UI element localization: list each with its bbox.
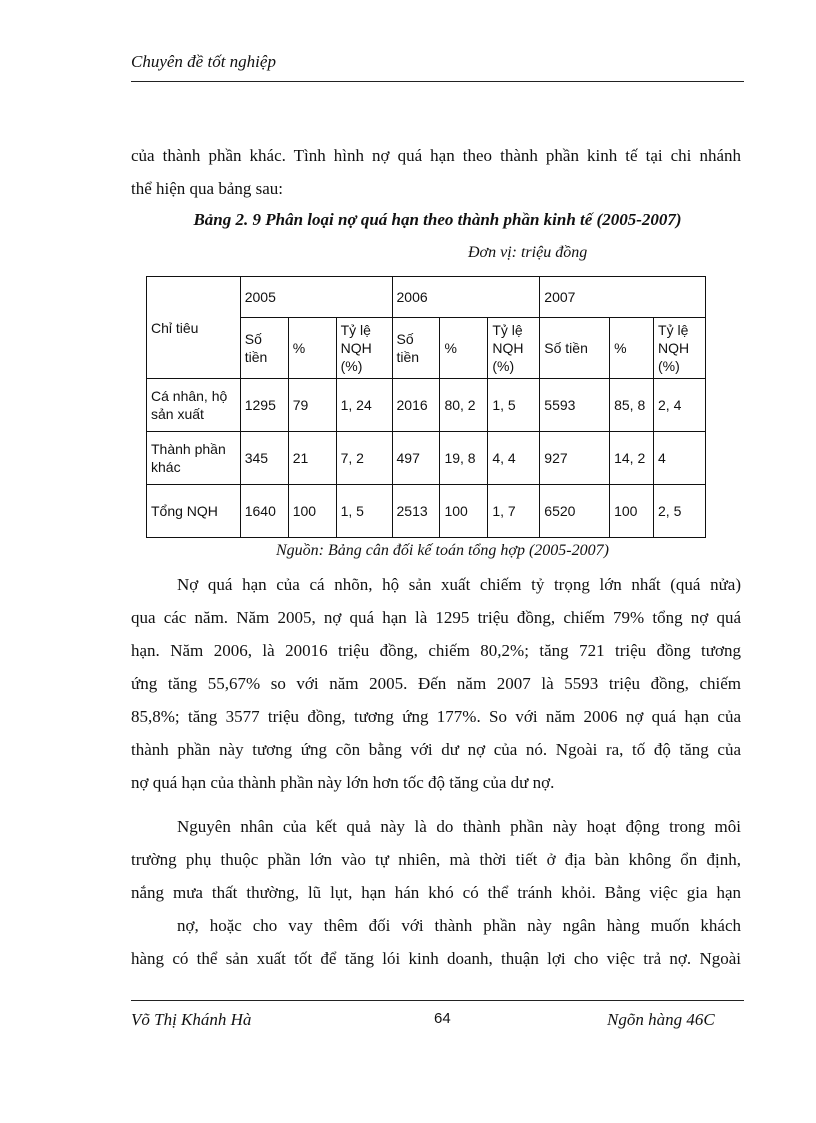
table-cell: 1, 7 xyxy=(488,485,540,538)
table-cell: 4, 4 xyxy=(488,432,540,485)
subheader-cell: Tỷ lệ NQH (%) xyxy=(336,318,392,379)
table-cell: 1, 5 xyxy=(488,379,540,432)
table-cell: 1640 xyxy=(240,485,288,538)
table-cell: 5593 xyxy=(540,379,610,432)
paragraph-cause xyxy=(131,810,741,975)
subheader-cell: Số tiền xyxy=(392,318,440,379)
table-unit: Đơn vị: triệu đồng xyxy=(468,244,588,261)
subheader-cell: Tỷ lệ NQH (%) xyxy=(488,318,540,379)
table-cell: 1, 24 xyxy=(336,379,392,432)
row-label-cell: Tổng NQH xyxy=(147,485,241,538)
row-label-cell: Thành phần khác xyxy=(147,432,241,485)
table-cell: 7, 2 xyxy=(336,432,392,485)
table-cell: 100 xyxy=(440,485,488,538)
table-header-row xyxy=(147,277,706,318)
table-cell: 497 xyxy=(392,432,440,485)
table-cell: 85, 8 xyxy=(610,379,654,432)
text-line: Nợ quá hạn của cá nhõn, hộ sản xuất chiếm tỷ trọng lớn nhất (quá nửa) xyxy=(177,575,741,594)
text-line: của thành phần khác. Tình hình nợ quá hạn theo thành phần kinh tế tại chi nhánh xyxy=(131,146,741,165)
table-row xyxy=(147,485,706,538)
text-line: nắng mưa thất thường, lũ lụt, hạn hán khó có thể tránh khỏi. Bằng việc gia hạn xyxy=(131,883,741,902)
text-line: thành phần này tương ứng cõn bằng với dư nợ của nó. Ngoài ra, tố độ tăng của xyxy=(131,740,741,759)
footer-rule xyxy=(131,1000,744,1001)
subheader-cell: % xyxy=(288,318,336,379)
year-header-cell: 2006 xyxy=(392,277,540,318)
table-cell: 2513 xyxy=(392,485,440,538)
subheader-cell: % xyxy=(440,318,488,379)
table-cell: 2016 xyxy=(392,379,440,432)
text-line: 85,8%; tăng 3577 triệu đồng, tương ứng 177%. So với năm 2006 nợ quá hạn của xyxy=(131,707,741,726)
table-cell: 21 xyxy=(288,432,336,485)
page-header-title: Chuyên đề tốt nghiệp xyxy=(131,52,276,71)
header-rule xyxy=(131,81,744,82)
year-header-cell: 2007 xyxy=(540,277,706,318)
table-cell: 100 xyxy=(610,485,654,538)
table-row xyxy=(147,432,706,485)
table-caption: Bảng 2. 9 Phân loại nợ quá hạn theo thành phần kinh tế (2005-2007) xyxy=(193,210,682,229)
subheader-cell: % xyxy=(610,318,654,379)
text-line: thể hiện qua bảng sau: xyxy=(131,179,284,198)
text-line: hàng có thể sản xuất tốt để tăng lói kinh doanh, thuận lợi cho việc trả nợ. Ngoài xyxy=(131,949,741,968)
text-line: hạn. Năm 2006, là 20016 triệu đồng, chiếm 80,2%; tăng 721 triệu đồng tương xyxy=(131,641,741,660)
year-header-cell: 2005 xyxy=(240,277,392,318)
table-row xyxy=(147,379,706,432)
table-cell: 4 xyxy=(654,432,706,485)
table-cell: 927 xyxy=(540,432,610,485)
intro-paragraph xyxy=(131,139,741,205)
subheader-cell: Số tiền xyxy=(540,318,610,379)
overdue-debt-table xyxy=(146,276,706,538)
text-line: nợ, hoặc cho vay thêm đối với thành phần này ngân hàng muốn khách xyxy=(177,916,741,935)
table-cell: 1, 5 xyxy=(336,485,392,538)
row-header-cell: Chỉ tiêu xyxy=(147,277,241,379)
footer-author: Võ Thị Khánh Hà xyxy=(131,1010,252,1029)
text-line: nợ quá hạn của thành phần này lớn hơn tốc độ tăng của dư nợ. xyxy=(131,773,555,792)
text-line: qua các năm. Năm 2005, nợ quá hạn là 1295 triệu đồng, chiếm 79% tổng nợ quá xyxy=(131,608,741,627)
page-number: 64 xyxy=(434,1010,451,1027)
subheader-cell: Tỷ lệ NQH (%) xyxy=(654,318,706,379)
table-cell: 79 xyxy=(288,379,336,432)
table-cell: 2, 5 xyxy=(654,485,706,538)
footer-class: Ngõn hàng 46C xyxy=(607,1010,715,1029)
table-source: Nguồn: Bảng cân đối kế toán tổng hợp (2005-2007) xyxy=(276,542,609,559)
table-cell: 80, 2 xyxy=(440,379,488,432)
table-cell: 345 xyxy=(240,432,288,485)
table-cell: 100 xyxy=(288,485,336,538)
table-cell: 6520 xyxy=(540,485,610,538)
row-label-cell: Cá nhân, hộ sản xuất xyxy=(147,379,241,432)
text-line: Nguyên nhân của kết quả này là do thành phần này hoạt động trong môi xyxy=(177,817,741,836)
text-line: trường phụ thuộc phần lớn vào tự nhiên, mà thời tiết ở địa bàn không ổn định, xyxy=(131,850,741,869)
table-cell: 19, 8 xyxy=(440,432,488,485)
table-cell: 14, 2 xyxy=(610,432,654,485)
subheader-cell: Số tiền xyxy=(240,318,288,379)
table-cell: 1295 xyxy=(240,379,288,432)
paragraph-analysis xyxy=(131,568,741,799)
table-cell: 2, 4 xyxy=(654,379,706,432)
text-line: ứng tăng 55,67% so với năm 2005. Đến năm 2007 là 5593 triệu đồng, chiếm xyxy=(131,674,741,693)
